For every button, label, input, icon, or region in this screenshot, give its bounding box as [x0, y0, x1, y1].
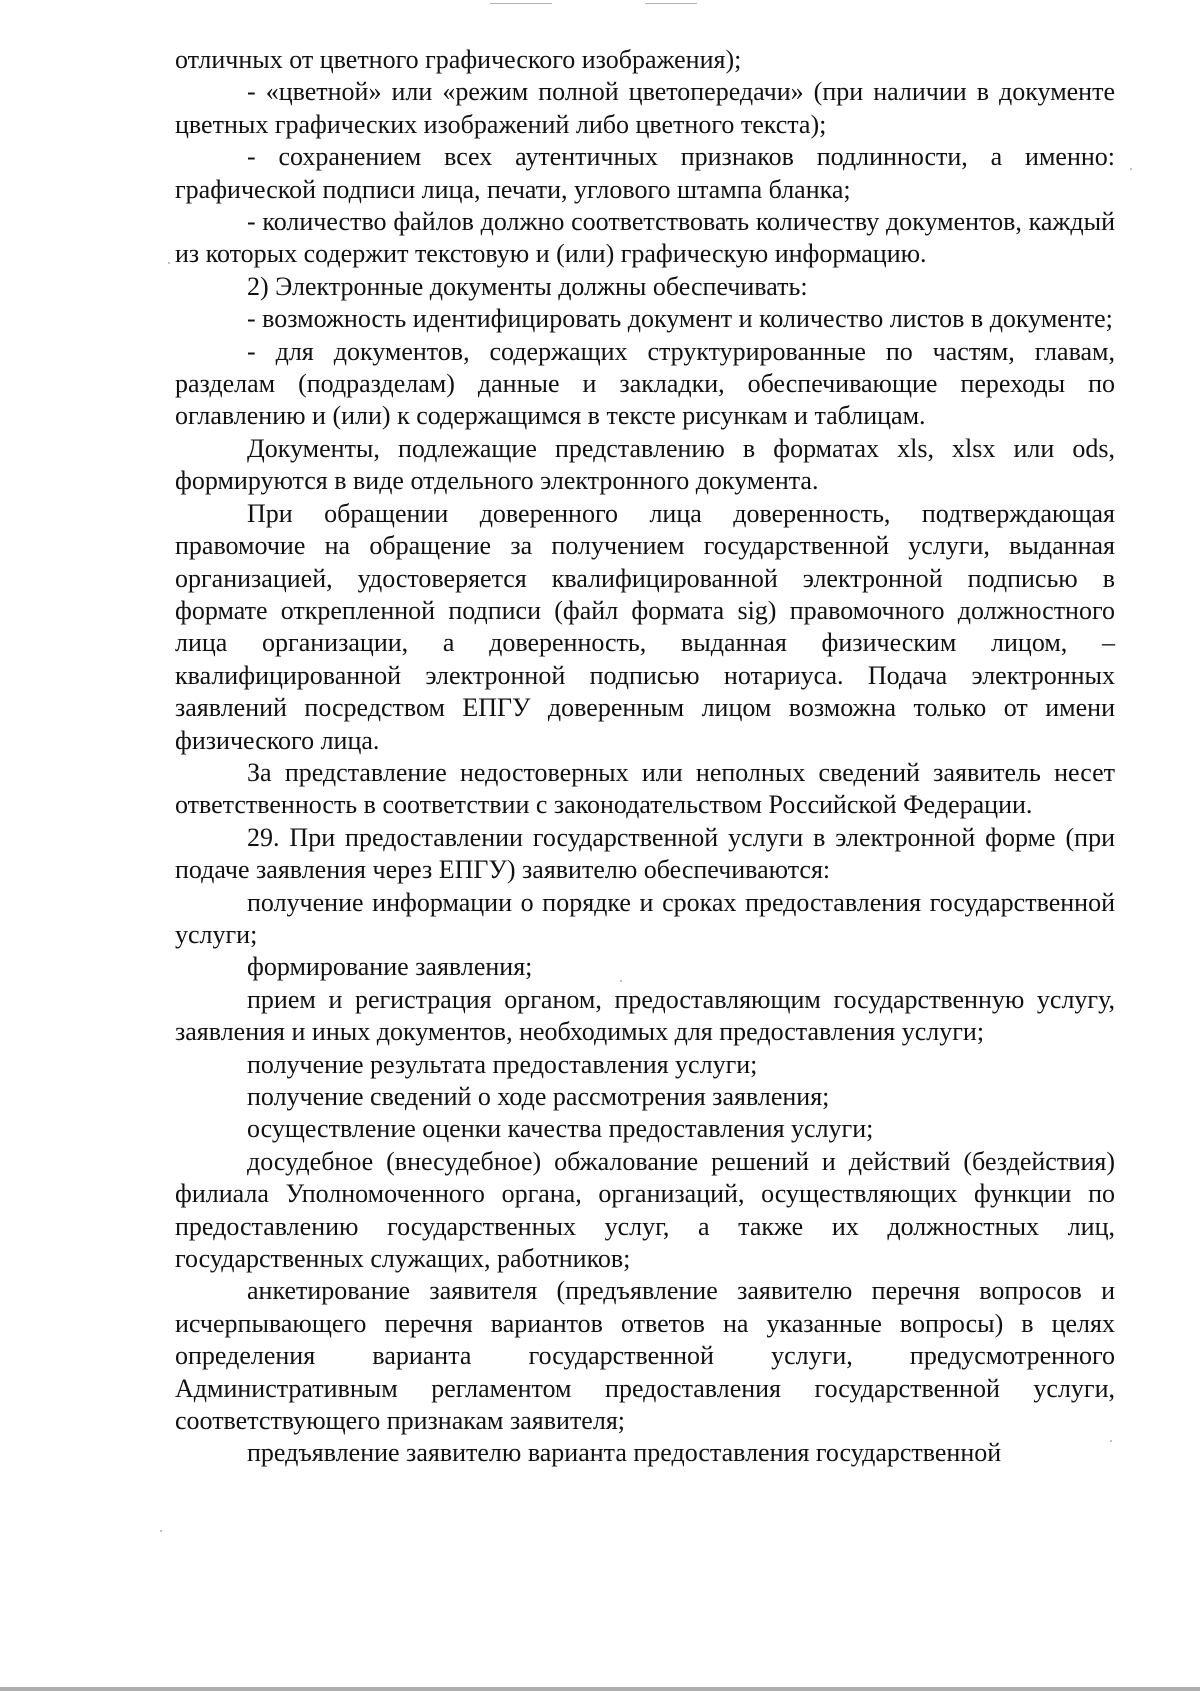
- paragraph-spreadsheet-formats: Документы, подлежащие представлению в форматах xls, xlsx или ods, формируются в виде отдельного электронного документа.: [175, 433, 1115, 496]
- paragraph-item-29: 29. При предоставлении государственной услуги в электронной форме (при подаче заявления через ЕПГУ) заявителю обеспечиваются:: [175, 822, 1115, 885]
- paragraph-authenticity: - сохранением всех аутентичных признаков подлинности, а именно: графической подписи лица, печати, углового штампа бланка;: [175, 142, 1115, 204]
- paragraph-bookmarks: - для документов, содержащих структурированные по частям, главам, разделам (подразделам) данные и закладки, обеспечивающие переходы по оглавлению и (или) к содержащимся в тексте рисункам и таблицам.: [175, 336, 1115, 431]
- scan-artifact-top-right: [645, 3, 697, 4]
- list-item-result: получение результата предоставления услуги;: [247, 1049, 758, 1079]
- list-item-registration: прием и регистрация органом, предоставляющим государственную услугу, заявления и иных документов, необходимых для предоставления услуги;: [175, 984, 1115, 1047]
- paragraph-power-of-attorney: При обращении доверенного лица доверенность, подтверждающая правомочие на обращение за получением государственной услуги, выданная организацией, удостоверяется квалифицированной электронной подписью в формате открепленной подписи (файл формата sig) правомочного должностного лица организации, а доверенность, выданная физическим лицом, – квалифицированной электронной подписью нотариуса. Подача электронных заявлений посредством ЕПГУ доверенным лицом возможна только от имени физического лица.: [175, 498, 1115, 755]
- scan-speck: [160, 1530, 162, 1532]
- paragraph-responsibility: За представление недостоверных или неполных сведений заявитель несет ответственность в соответствии с законодательством Российской Федерации.: [175, 757, 1115, 820]
- list-item-application-forming: формирование заявления;: [247, 952, 533, 982]
- list-item-variant-presentation: предъявление заявителю варианта предоставления государственной: [247, 1438, 1002, 1468]
- scan-edge-bottom: [0, 1687, 1200, 1691]
- paragraph-color-mode: - «цветной» или «режим полной цветопередачи» (при наличии в документе цветных графических изображений либо цветного текста);: [175, 77, 1115, 139]
- list-item-appeal: досудебное (внесудебное) обжалование решений и действий (бездействия) филиала Уполномоченного органа, организаций, осуществляющих функции по предоставлению государственных услуг, а также их должностных лиц, государственных служащих, работников;: [175, 1146, 1115, 1274]
- scan-speck: [620, 980, 622, 982]
- scan-speck: [168, 262, 170, 264]
- scan-speck: [1110, 1440, 1112, 1442]
- scan-speck: [1130, 168, 1132, 170]
- list-item-information: получение информации о порядке и сроках предоставления государственной услуги;: [175, 887, 1115, 949]
- paragraph-electronic-docs-heading: 2) Электронные документы должны обеспечивать:: [247, 271, 808, 301]
- list-item-questionnaire: анкетирование заявителя (предъявление заявителю перечня вопросов и исчерпывающего перечня вариантов ответов на указанные вопросы) в целях определения варианта государственной услуги, предусмотренного Административным регламентом предоставления государственной услуги, соответствующего признакам заявителя;: [175, 1276, 1115, 1436]
- paragraph-identify-document: - возможность идентифицировать документ и количество листов в документе;: [247, 304, 1113, 334]
- document-body: [175, 44, 1115, 1470]
- list-item-quality-assessment: осуществление оценки качества предоставления услуги;: [247, 1114, 874, 1144]
- scan-artifact-top-left: [490, 3, 552, 4]
- paragraph-file-count: - количество файлов должно соответствовать количеству документов, каждый из которых содержит текстовую и (или) графическую информацию.: [175, 207, 1115, 269]
- list-item-status: получение сведений о ходе рассмотрения заявления;: [247, 1082, 830, 1111]
- paragraph-continuation: отличных от цветного графического изображения);: [175, 45, 742, 74]
